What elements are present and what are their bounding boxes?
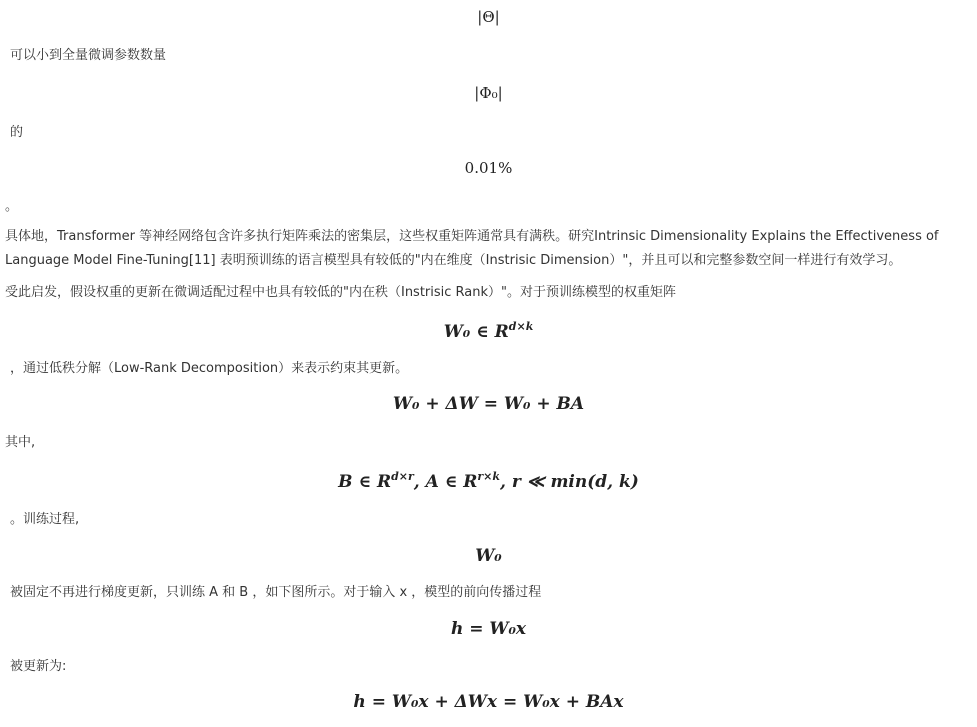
equation-superscript: r×k	[477, 470, 501, 483]
paragraph-line: 其中,	[5, 435, 36, 450]
equation-theta-norm: |Θ|	[477, 8, 500, 26]
equation-percentage: 0.01%	[464, 159, 513, 177]
equation-updated-forward: h = W₀x + ΔWx = W₀x + BAx	[353, 692, 624, 712]
paragraph-line: 具体地，Transformer 等神经网络包含许多执行矩阵乘法的密集层，这些权重矩阵通常具有满秩。研究Intrinsic Dimensionality Explains the Effectiveness of	[5, 229, 939, 244]
paragraph-line: 受此启发，假设权重的更新在微调适配过程中也具有较低的"内在秩（Instrisic Rank）"。对于预训练模型的权重矩阵	[5, 285, 677, 300]
paragraph-line: Language Model Fine-Tuning[11] 表明预训练的语言模型具有较低的"内在维度（Instrisic Dimension）"，并且可以和完整参数空间一样进行有效学习。	[5, 253, 902, 268]
paragraph-line: 可以小到全量微调参数数量	[10, 48, 167, 63]
equation-w0-dimension	[0, 320, 977, 342]
paragraph-line: 的	[10, 125, 24, 140]
paragraph-line: 被固定不再进行梯度更新，只训练 A 和 B ，如下图所示。对于输入 x ，模型的前向传播过程	[10, 585, 542, 600]
paragraph-line: 。训练过程,	[10, 512, 80, 527]
equation-part: , A ∈ R	[413, 472, 478, 492]
equation-phi0-norm: |Φ₀|	[474, 84, 503, 102]
paragraph-line: 。	[5, 199, 19, 214]
equation-part: B ∈ R	[338, 472, 392, 492]
paragraph-line: ，通过低秩分解（Low-Rank Decomposition）来表示约束其更新。	[10, 361, 409, 376]
equation-superscript: d×k	[508, 320, 534, 333]
equation-forward: h = W₀x	[450, 619, 527, 639]
equation-superscript: d×r	[391, 470, 414, 483]
equation-low-rank-update: W₀ + ΔW = W₀ + BA	[392, 394, 585, 414]
equation-ba-dimensions	[0, 470, 977, 492]
equation-part: , r ≪ min(d, k)	[500, 472, 639, 492]
equation-main: W₀ ∈ R	[443, 322, 509, 342]
paragraph-line: 被更新为:	[10, 659, 67, 674]
equation-w0: W₀	[475, 546, 502, 566]
